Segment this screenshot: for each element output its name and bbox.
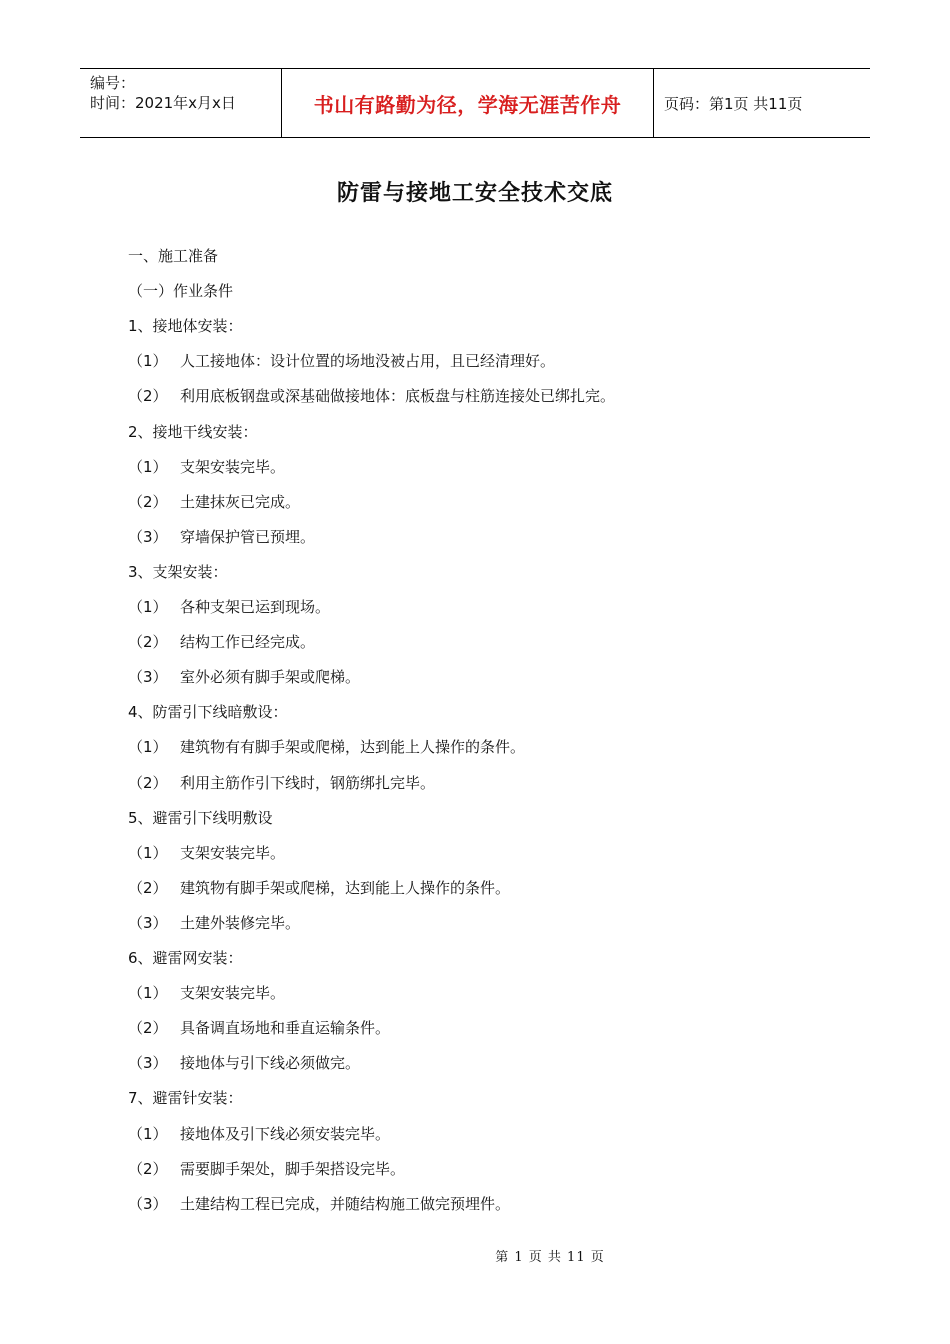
list-item bbox=[128, 878, 510, 898]
line-text: 支架安装完毕。 bbox=[180, 984, 286, 1002]
item-number: （1） bbox=[128, 458, 168, 476]
item-number: （2） bbox=[128, 387, 168, 405]
line-text: 2、接地干线安装： bbox=[128, 423, 258, 441]
line-text: 利用主筋作引下线时，钢筋绑扎完毕。 bbox=[180, 774, 436, 792]
line-text: 支架安装完毕。 bbox=[180, 844, 286, 862]
item-number: （2） bbox=[128, 1019, 168, 1037]
line-text: 土建抹灰已完成。 bbox=[180, 493, 301, 511]
line-text: 接地体及引下线必须安装完毕。 bbox=[180, 1125, 391, 1143]
line-text: 土建外装修完毕。 bbox=[180, 914, 301, 932]
item-number: （2） bbox=[128, 493, 168, 511]
item-number: （1） bbox=[128, 984, 168, 1002]
item-number: （3） bbox=[128, 1054, 168, 1072]
section-heading bbox=[128, 246, 218, 266]
section-heading bbox=[128, 316, 243, 336]
line-text: 建筑物有脚手架或爬梯，达到能上人操作的条件。 bbox=[180, 879, 511, 897]
item-number: （1） bbox=[128, 352, 168, 370]
list-item bbox=[128, 632, 315, 652]
item-number: （2） bbox=[128, 774, 168, 792]
item-number: （1） bbox=[128, 1125, 168, 1143]
line-text: 建筑物有有脚手架或爬梯，达到能上人操作的条件。 bbox=[180, 738, 526, 756]
list-item bbox=[128, 913, 300, 933]
list-item bbox=[128, 386, 615, 406]
section-heading bbox=[128, 948, 243, 968]
list-item bbox=[128, 492, 300, 512]
item-number: （3） bbox=[128, 668, 168, 686]
list-item bbox=[128, 667, 360, 687]
list-item bbox=[128, 527, 315, 547]
item-number: （3） bbox=[128, 528, 168, 546]
serial-label: 编号： bbox=[90, 74, 136, 92]
line-text: 室外必须有脚手架或爬梯。 bbox=[180, 668, 361, 686]
line-text: 一、施工准备 bbox=[128, 247, 219, 265]
line-text: 需要脚手架处，脚手架搭设完毕。 bbox=[180, 1160, 406, 1178]
section-heading bbox=[128, 808, 273, 828]
document-title: 防雷与接地工安全技术交底 bbox=[336, 180, 613, 206]
item-number: （2） bbox=[128, 633, 168, 651]
list-item bbox=[128, 983, 285, 1003]
line-text: 4、防雷引下线暗敷设： bbox=[128, 703, 288, 721]
item-number: （1） bbox=[128, 598, 168, 616]
line-text: 土建结构工程已完成，并随结构施工做完预埋件。 bbox=[180, 1195, 511, 1213]
line-text: 穿墙保护管已预埋。 bbox=[180, 528, 316, 546]
header-motto: 书山有路勤为径，学海无涯苦作舟 bbox=[282, 69, 654, 137]
section-heading bbox=[128, 281, 233, 301]
line-text: 利用底板钢盘或深基础做接地体：底板盘与柱筋连接处已绑扎完。 bbox=[180, 387, 616, 405]
item-number: （1） bbox=[128, 738, 168, 756]
list-item bbox=[128, 737, 525, 757]
line-text: 6、避雷网安装： bbox=[128, 949, 243, 967]
line-text: 人工接地体：设计位置的场地没被占用，且已经清理好。 bbox=[180, 352, 556, 370]
item-number: （3） bbox=[128, 1195, 168, 1213]
item-number: （1） bbox=[128, 844, 168, 862]
list-item bbox=[128, 1018, 390, 1038]
section-heading bbox=[128, 702, 288, 722]
page-footer: 第 1 页 共 11 页 bbox=[495, 1250, 605, 1265]
list-item bbox=[128, 773, 435, 793]
time-label: 时间：2021年x月x日 bbox=[90, 94, 236, 112]
line-text: 接地体与引下线必须做完。 bbox=[180, 1054, 361, 1072]
header-table bbox=[80, 68, 870, 138]
list-item bbox=[128, 1053, 360, 1073]
item-number: （3） bbox=[128, 914, 168, 932]
header-meta-cell bbox=[80, 69, 282, 137]
line-text: 7、避雷针安装： bbox=[128, 1089, 243, 1107]
line-text: 支架安装完毕。 bbox=[180, 458, 286, 476]
item-number: （2） bbox=[128, 1160, 168, 1178]
line-text: （一）作业条件 bbox=[128, 282, 234, 300]
list-item bbox=[128, 1159, 405, 1179]
line-text: 各种支架已运到现场。 bbox=[180, 598, 331, 616]
line-text: 3、支架安装： bbox=[128, 563, 228, 581]
list-item bbox=[128, 1194, 510, 1214]
line-text: 1、接地体安装： bbox=[128, 317, 243, 335]
list-item bbox=[128, 457, 285, 477]
item-number: （2） bbox=[128, 879, 168, 897]
header-page-info: 页码：第1页 共11页 bbox=[664, 94, 803, 113]
list-item bbox=[128, 843, 285, 863]
list-item bbox=[128, 351, 555, 371]
list-item bbox=[128, 597, 330, 617]
line-text: 结构工作已经完成。 bbox=[180, 633, 316, 651]
section-heading bbox=[128, 1088, 243, 1108]
list-item bbox=[128, 1124, 390, 1144]
section-heading bbox=[128, 562, 228, 582]
line-text: 5、避雷引下线明敷设 bbox=[128, 809, 273, 827]
section-heading bbox=[128, 422, 258, 442]
line-text: 具备调直场地和垂直运输条件。 bbox=[180, 1019, 391, 1037]
